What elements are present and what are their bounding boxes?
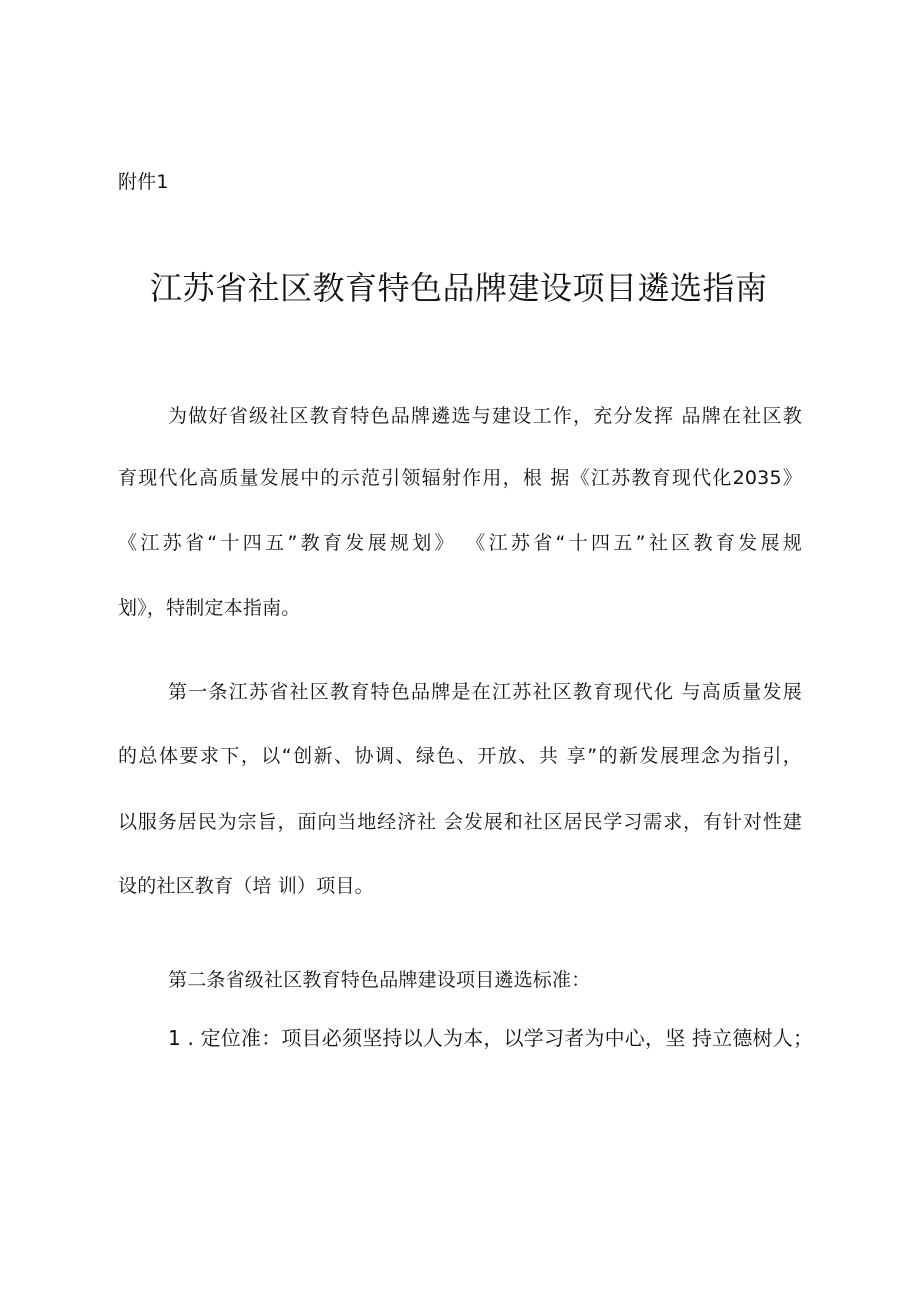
- article2-item-1: 1 . 定位准：项目必须坚持以人为本，以学习者为中心，坚 持立德树人；: [168, 1026, 814, 1050]
- intro-line-3: 《江苏省“十四五”教育发展规划》 《江苏省“十四五”社区教育发展规: [118, 532, 802, 554]
- intro-line-1: 为做好省级社区教育特色品牌遴选与建设工作，充分发挥 品牌在社区教: [168, 405, 802, 427]
- article1-line-1: 第一条江苏省社区教育特色品牌是在江苏社区教育现代化 与高质量发展: [168, 681, 802, 703]
- article1-line-4: 设的社区教育（培 训）项目。: [118, 875, 374, 897]
- intro-line-4: 划》，特制定本指南。: [118, 597, 301, 619]
- attachment-label: 附件1: [118, 171, 169, 193]
- article2-heading: 第二条省级社区教育特色品牌建设项目遴选标准：: [168, 969, 591, 991]
- article1-line-2: 的总体要求下，以“创新、协调、绿色、开放、共 享”的新发展理念为指引，: [118, 745, 802, 767]
- article1-line-3: 以服务居民为宗旨，面向当地经济社 会发展和社区居民学习需求，有针对性建: [118, 811, 802, 833]
- intro-line-2: 育现代化高质量发展中的示范引领辐射作用，根 据《江苏教育现代化2035》: [118, 467, 802, 489]
- document-title: 江苏省社区教育特色品牌建设项目遴选指南: [150, 269, 768, 307]
